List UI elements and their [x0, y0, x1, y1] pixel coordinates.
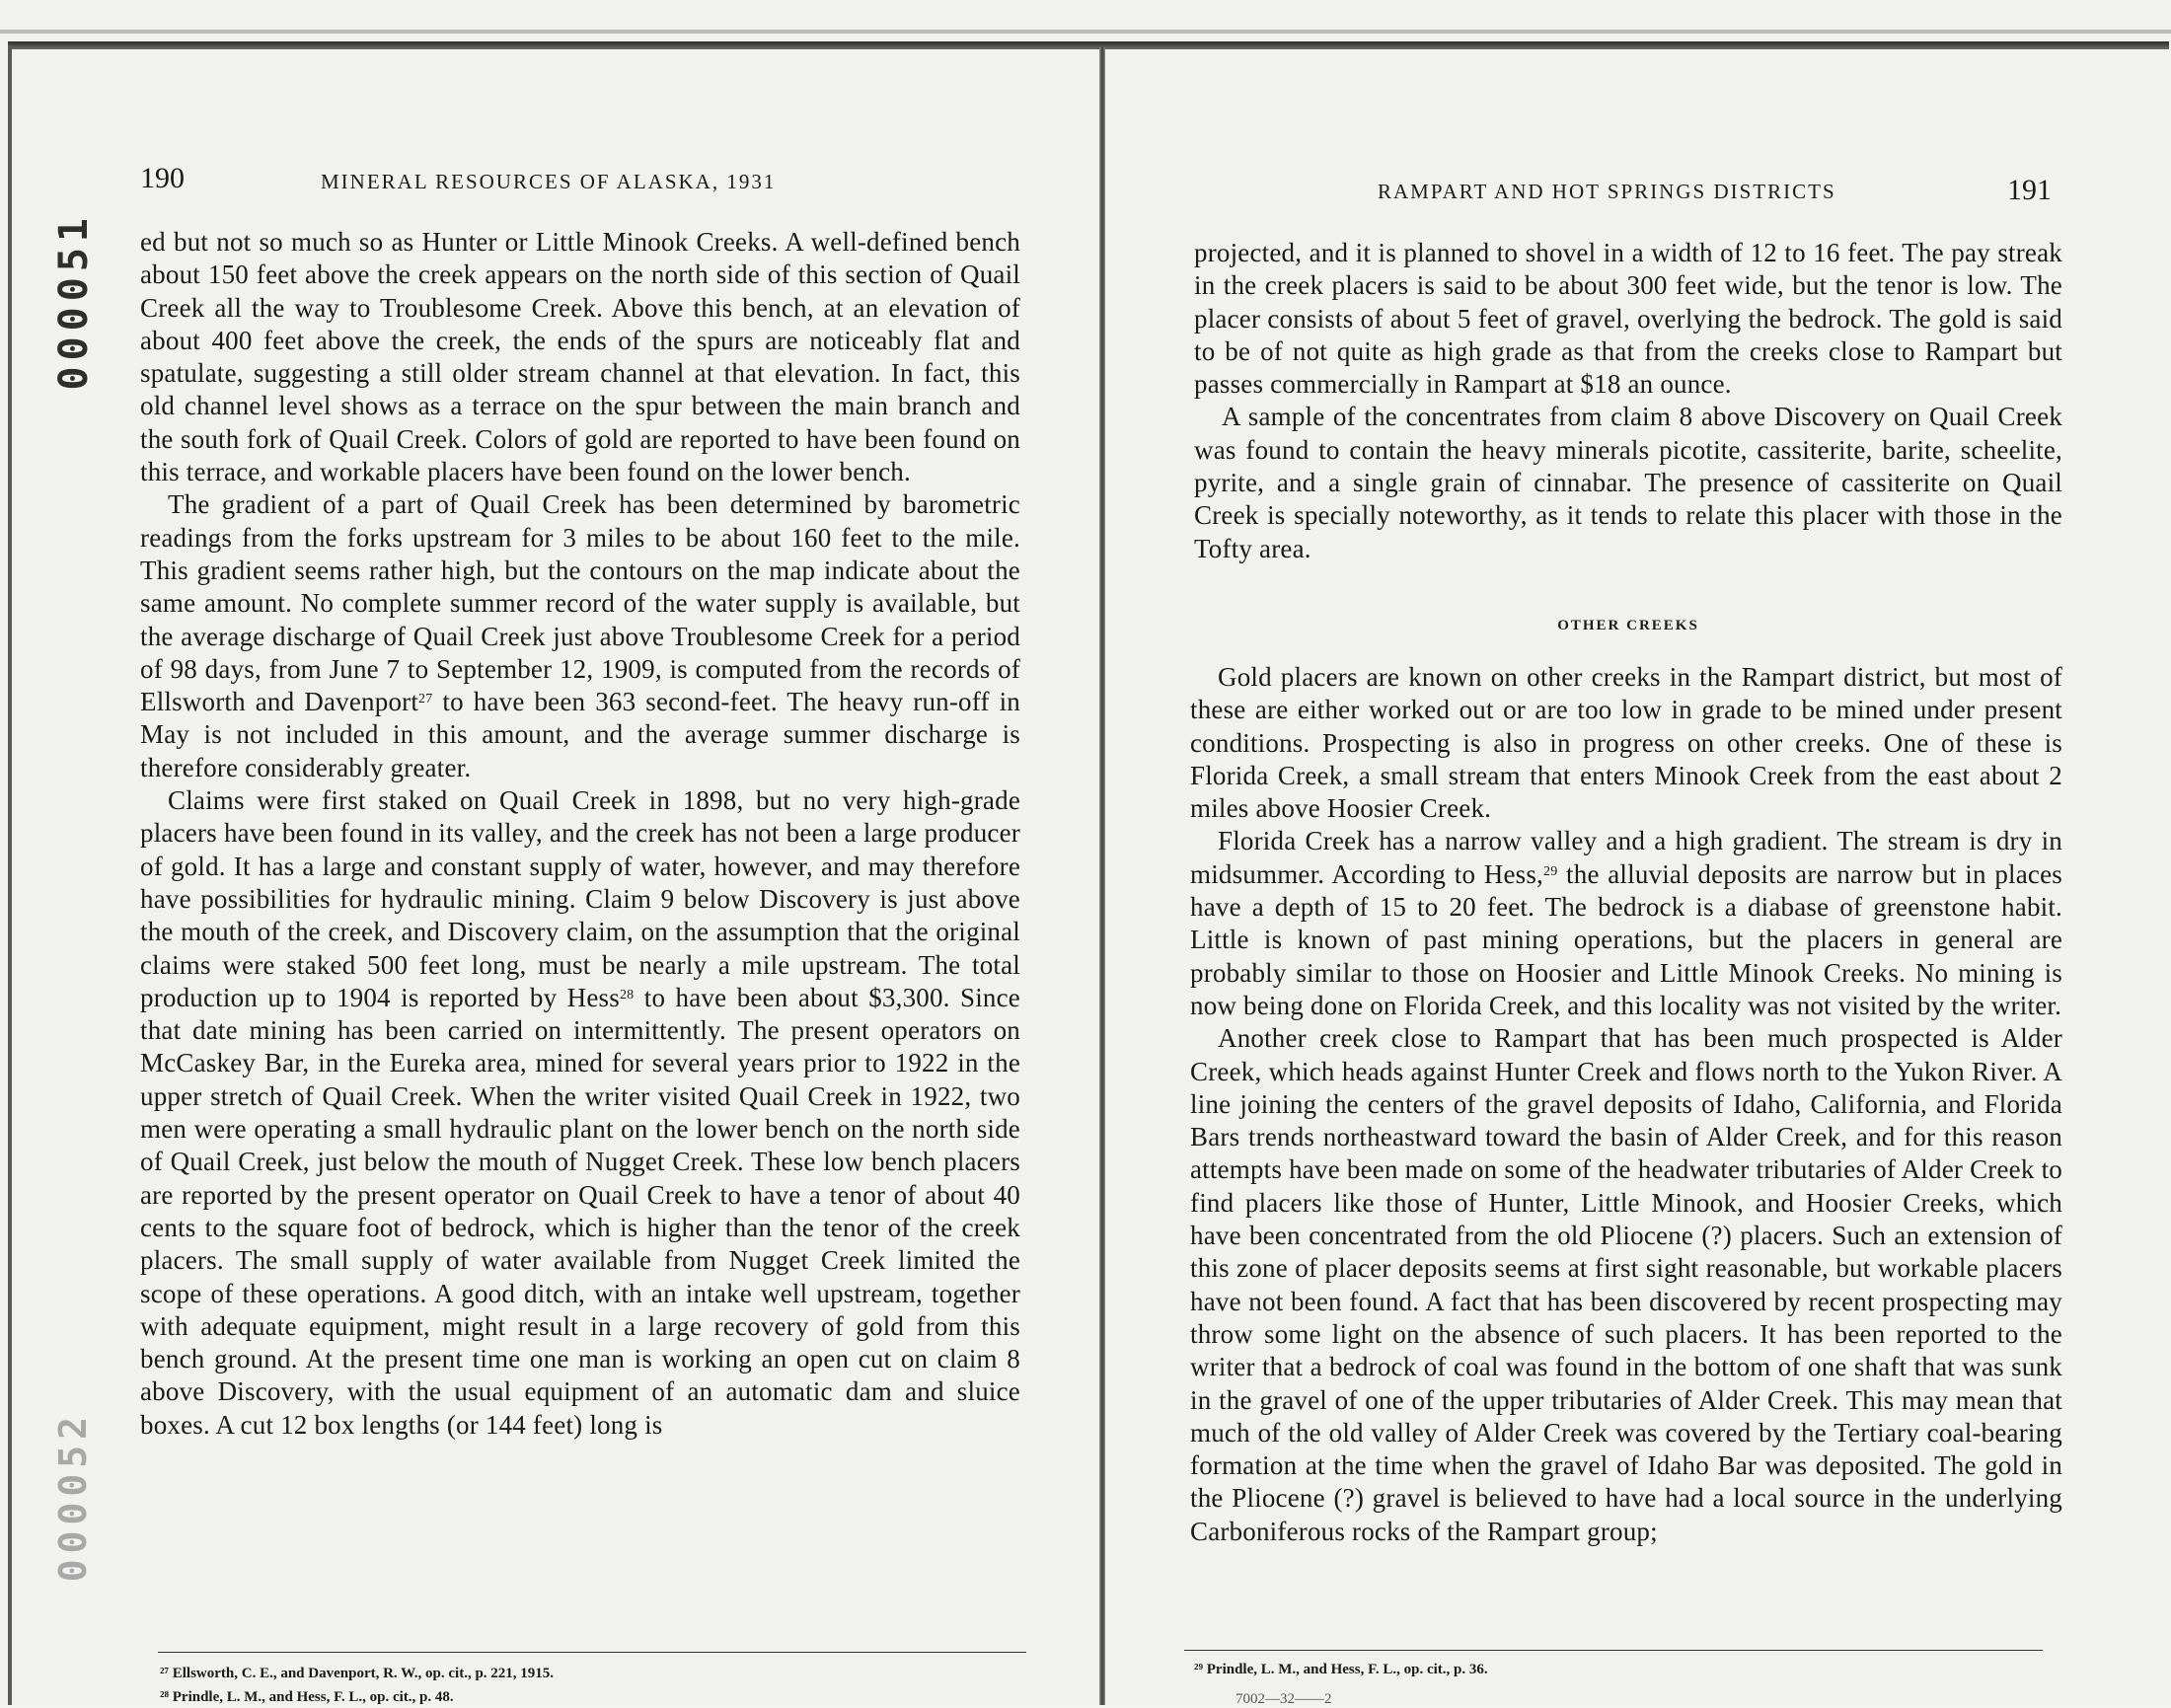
section-heading: OTHER CREEKS	[1557, 618, 1699, 633]
right-body-text-bottom	[1190, 661, 2062, 1548]
paragraph: Claims were first staked on Quail Creek in 1898, but no very high-grade placers have been found in its valley, and the creek has not been a large producer of gold. It has a large and constant supply of water, however, and may therefore have possibilities for hydraulic mining. Claim 9 below Discovery is just above the mouth of the creek, and Discovery claim, on the assumption that the original claims were staked 500 feet long, must be nearly a mile upstream. The total production up to 1904 is reported by Hess$^{28}$ to have been about $3,300. Since that date mining has been carried on intermittently. The present operators on McCaskey Bar, in the Eureka area, mined for several years prior to 1922 in the upper stretch of Quail Creek. When the writer visited Quail Creek in 1922, two men were operating a small hydraulic plant on the lower bench on the north side of Quail Creek, just below the mouth of Nugget Creek. These low bench placers are reported by the present operator on Quail Creek to have a tenor of about 40 cents to the square foot of bedrock, which is higher than the tenor of the creek placers. The small supply of water available from Nugget Creek limited the scope of these operations. A good ditch, with an intake well upstream, together with adequate equipment, might result in a large recovery of gold from this bench ground. At the present time one man is working an open cut on claim 8 above Discovery, with the usual equipment of an automatic dam and sluice boxes. A cut 12 box lengths (or 144 feet) long is	[140, 785, 1020, 1440]
footnote: ²⁷ Ellsworth, C. E., and Davenport, R. W., op. cit., p. 221, 1915.	[160, 1666, 555, 1681]
page-number: 190	[140, 162, 185, 194]
paragraph: A sample of the concentrates from claim 8 above Discovery on Quail Creek was found to contain the heavy minerals picotite, cassiterite, barite, scheelite, pyrite, and a single grain of cinnabar. The presence of cassiterite on Quail Creek is specially noteworthy, as it tends to relate this placer with those in the Tofty area.	[1194, 402, 2062, 563]
book-gutter	[1099, 47, 1105, 1705]
paragraph: Another creek close to Rampart that has been much prospected is Alder Creek, which heads against Hunter Creek and flows north to the Yukon River. A line joining the centers of the gravel deposits of Idaho, California, and Florida Bars trends northeastward toward the basin of Alder Creek, and for this reason attempts have been made on some of the headwater tributaries of Alder Creek to find placers like those of Hunter, Little Minook, and Hoosier Creeks, which have been concentrated from the old Pliocene (?) placers. Such an extension of this zone of placer deposits seems at first sight reasonable, but workable placers have not been found. A fact that has been discovered by recent prospecting may throw some light on the absence of such placers. It has been reported to the writer that a bedrock of coal was found in the bottom of one shaft that was sunk in the gravel of one of the upper tributaries of Alder Creek. This may mean that much of the old valley of Alder Creek was covered by the Tertiary coal-bearing formation at the time when the gravel of Idaho Bar was deposited. The gold in the Pliocene (?) gravel is believed to have had a local source in the underlying Carboniferous rocks of the Rampart group;	[1190, 1023, 2062, 1546]
paragraph: projected, and it is planned to shovel in a width of 12 to 16 feet. The pay streak in the creek placers is said to be about 300 feet wide, but the tenor is low. The placer consists of about 5 feet of gravel, overlying the bedrock. The gold is said to be of not quite as high grade as that from the creeks close to Rampart but passes commercially in Rampart at $18 an ounce.	[1194, 238, 2062, 400]
footnote-rule	[1184, 1650, 2043, 1651]
paragraph: The gradient of a part of Quail Creek has been determined by barometric readings from the forks upstream for 3 miles to be about 160 feet to the mile. This gradient seems rather high, but the contours on the map indicate about the same amount. No complete summer record of the water supply is available, but the average discharge of Quail Creek just above Troublesome Creek for a period of 98 days, from June 7 to September 12, 1909, is computed from the records of Ellsworth and Davenport$^{27}$ to have been 363 second-feet. The heavy run-off in May is not included in this amount, and the average summer discharge is therefore considerably greater.	[140, 489, 1020, 782]
paragraph: ed but not so much so as Hunter or Little Minook Creeks. A well-defined bench about 150 feet above the creek appears on the north side of this section of Quail Creek all the way to Troublesome Creek. Above this bench, at an elevation of about 400 feet above the creek, the ends of the spurs are noticeably flat and spatulate, suggesting a still older stream channel at that elevation. In fact, this old channel level shows as a terrace on the spur between the main branch and the south fork of Quail Creek. Colors of gold are reported to have been found on this terrace, and workable placers have been found on the lower bench.	[140, 227, 1020, 487]
right-page	[1107, 0, 2171, 1705]
paragraph: Gold placers are known on other creeks in the Rampart district, but most of these are either worked out or are too low in grade to be mined under present conditions. Prospecting is also in progress on other creeks. One of these is Florida Creek, a small stream that enters Minook Creek from the east about 2 miles above Hoosier Creek.	[1190, 662, 2062, 824]
page-number: 191	[2007, 174, 2052, 206]
running-head: RAMPART AND HOT SPRINGS DISTRICTS	[1378, 180, 1836, 203]
left-body-text	[140, 226, 1020, 1442]
printer-signature: 7002—32——2	[1235, 1691, 1332, 1707]
archive-stamp-faded: 000052	[51, 1411, 95, 1583]
footnote-ref: 28	[619, 987, 635, 1003]
archive-stamp: 000051	[51, 212, 97, 391]
footnote-ref: 29	[1543, 863, 1558, 879]
right-body-text-top	[1194, 237, 2062, 565]
left-page	[12, 0, 1097, 1705]
footnote-rule	[158, 1652, 1026, 1653]
footnote-ref: 27	[418, 692, 433, 707]
paragraph: Florida Creek has a narrow valley and a high gradient. The stream is dry in midsummer. According to Hess,$^{29}$ the alluvial deposits are narrow but in places have a depth of 15 to 20 feet. The bedrock is a diabase of greenstone habit. Little is known of past mining operations, but the placers in general are probably similar to those on Hoosier and Little Minook Creeks. No mining is now being done on Florida Creek, and this locality was not visited by the writer.	[1190, 826, 2062, 1020]
footnote: ²⁹ Prindle, L. M., and Hess, F. L., op. cit., p. 36.	[1194, 1662, 1488, 1677]
footnote: ²⁸ Prindle, L. M., and Hess, F. L., op. cit., p. 48.	[160, 1689, 454, 1705]
running-head: MINERAL RESOURCES OF ALASKA, 1931	[321, 170, 777, 193]
